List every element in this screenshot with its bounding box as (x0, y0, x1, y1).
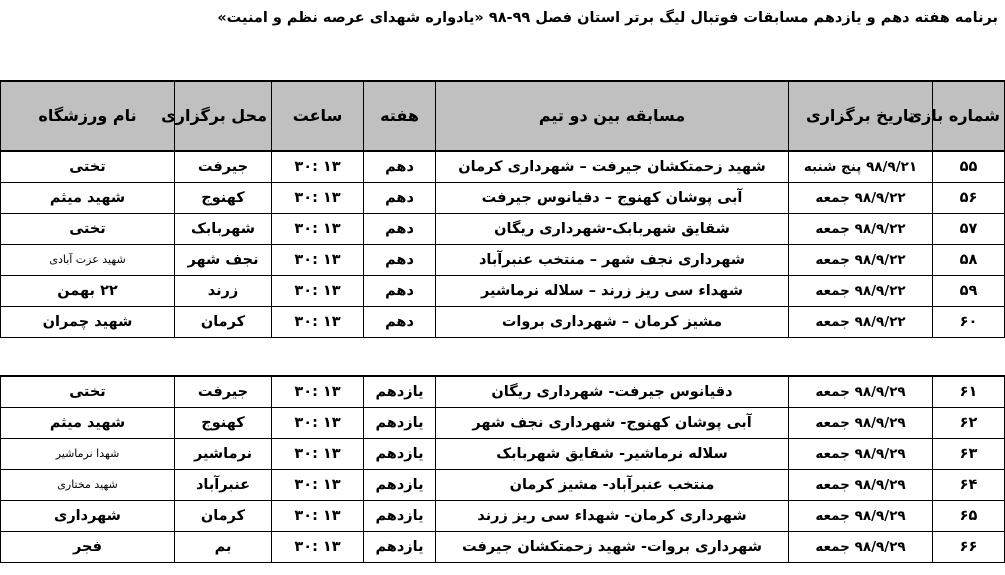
cell-time: ۱۳ :۳۰ (272, 439, 364, 470)
header-match: مسابقه بین دو تیم (436, 81, 789, 151)
cell-game-number: ۵۶ (933, 183, 1005, 214)
cell-stadium: شهید مختاری (1, 470, 175, 501)
cell-place: عنبرآباد (175, 470, 272, 501)
cell-date: ۹۸/۹/۲۹ جمعه (789, 408, 933, 439)
cell-match: منتخب عنبرآباد- مشیز کرمان (436, 470, 789, 501)
cell-match: شقایق شهربابک-شهرداری ریگان (436, 214, 789, 245)
table-row (1, 307, 1005, 338)
cell-week: دهم (364, 276, 436, 307)
cell-stadium: شهرداری (1, 501, 175, 532)
table-row (1, 532, 1005, 563)
cell-time: ۱۳ :۳۰ (272, 183, 364, 214)
cell-place: نرماشیر (175, 439, 272, 470)
cell-time: ۱۳ :۳۰ (272, 214, 364, 245)
cell-game-number: ۶۶ (933, 532, 1005, 563)
cell-game-number: ۶۲ (933, 408, 1005, 439)
cell-place: کهنوج (175, 183, 272, 214)
cell-game-number: ۶۴ (933, 470, 1005, 501)
table-row (1, 214, 1005, 245)
cell-date: ۹۸/۹/۲۹ جمعه (789, 532, 933, 563)
cell-match: سلاله نرماشیر- شقایق شهربابک (436, 439, 789, 470)
cell-week: یازدهم (364, 532, 436, 563)
cell-stadium: شهید عزت آبادی (1, 245, 175, 276)
cell-match: شهرداری نجف شهر – منتخب عنبرآباد (436, 245, 789, 276)
table-header-row (1, 81, 1005, 151)
cell-game-number: ۵۷ (933, 214, 1005, 245)
cell-week: یازدهم (364, 408, 436, 439)
cell-stadium: شهید میثم (1, 408, 175, 439)
table-row (1, 376, 1005, 408)
cell-game-number: ۶۵ (933, 501, 1005, 532)
cell-time: ۱۳ :۳۰ (272, 501, 364, 532)
cell-time: ۱۳ :۳۰ (272, 532, 364, 563)
cell-week: یازدهم (364, 501, 436, 532)
header-week: هفته (364, 81, 436, 151)
cell-date: ۹۸/۹/۲۹ جمعه (789, 376, 933, 408)
cell-date: ۹۸/۹/۲۲ جمعه (789, 307, 933, 338)
cell-game-number: ۶۱ (933, 376, 1005, 408)
schedule-table-week-11 (0, 375, 1005, 563)
cell-time: ۱۳ :۳۰ (272, 408, 364, 439)
cell-week: یازدهم (364, 470, 436, 501)
cell-time: ۱۳ :۳۰ (272, 245, 364, 276)
schedule-table-week-10 (0, 80, 1005, 338)
cell-date: ۹۸/۹/۲۲ جمعه (789, 214, 933, 245)
table-row (1, 439, 1005, 470)
cell-time: ۱۳ :۳۰ (272, 470, 364, 501)
cell-match: شهرداری بروات- شهید زحمتکشان جیرفت (436, 532, 789, 563)
cell-match: آبی پوشان کهنوج- شهرداری نجف شهر (436, 408, 789, 439)
cell-stadium: تختی (1, 151, 175, 183)
header-time: ساعت (272, 81, 364, 151)
table-row (1, 501, 1005, 532)
header-place: محل برگزاری (175, 81, 272, 151)
cell-place: جیرفت (175, 151, 272, 183)
cell-stadium: شهدا نرماشیر (1, 439, 175, 470)
cell-place: نجف شهر (175, 245, 272, 276)
cell-match: آبی پوشان کهنوج – دقیانوس جیرفت (436, 183, 789, 214)
cell-game-number: ۶۳ (933, 439, 1005, 470)
cell-game-number: ۵۹ (933, 276, 1005, 307)
header-number: شماره بازی (933, 81, 1005, 151)
cell-game-number: ۵۸ (933, 245, 1005, 276)
cell-week: یازدهم (364, 376, 436, 408)
cell-match: شهید زحمتکشان جیرفت – شهرداری کرمان (436, 151, 789, 183)
cell-week: دهم (364, 214, 436, 245)
cell-match: دقیانوس جیرفت- شهرداری ریگان (436, 376, 789, 408)
cell-stadium: تختی (1, 376, 175, 408)
table-row (1, 408, 1005, 439)
cell-stadium: فجر (1, 532, 175, 563)
table-row (1, 245, 1005, 276)
table-row (1, 183, 1005, 214)
cell-time: ۱۳ :۳۰ (272, 376, 364, 408)
table-row (1, 276, 1005, 307)
cell-date: ۹۸/۹/۲۲ جمعه (789, 276, 933, 307)
cell-stadium: شهید چمران (1, 307, 175, 338)
cell-week: دهم (364, 245, 436, 276)
cell-date: ۹۸/۹/۲۱ پنج شنبه (789, 151, 933, 183)
cell-game-number: ۶۰ (933, 307, 1005, 338)
cell-stadium: ۲۲ بهمن (1, 276, 175, 307)
cell-date: ۹۸/۹/۲۹ جمعه (789, 470, 933, 501)
cell-match: شهرداری کرمان- شهداء سی ریز زرند (436, 501, 789, 532)
header-stadium: نام ورزشگاه (1, 81, 175, 151)
table-row (1, 151, 1005, 183)
cell-place: کهنوج (175, 408, 272, 439)
table-row (1, 470, 1005, 501)
cell-date: ۹۸/۹/۲۹ جمعه (789, 439, 933, 470)
cell-stadium: شهید میثم (1, 183, 175, 214)
cell-time: ۱۳ :۳۰ (272, 276, 364, 307)
cell-match: شهداء سی ریز زرند – سلاله نرماشیر (436, 276, 789, 307)
cell-week: یازدهم (364, 439, 436, 470)
cell-place: بم (175, 532, 272, 563)
cell-date: ۹۸/۹/۲۲ جمعه (789, 245, 933, 276)
cell-place: زرند (175, 276, 272, 307)
cell-stadium: تختی (1, 214, 175, 245)
cell-week: دهم (364, 307, 436, 338)
cell-place: کرمان (175, 307, 272, 338)
cell-place: کرمان (175, 501, 272, 532)
cell-place: شهربابک (175, 214, 272, 245)
header-date: تاریخ برگزاری (789, 81, 933, 151)
cell-time: ۱۳ :۳۰ (272, 307, 364, 338)
cell-game-number: ۵۵ (933, 151, 1005, 183)
cell-time: ۱۳ :۳۰ (272, 151, 364, 183)
cell-match: مشیز کرمان – شهرداری بروات (436, 307, 789, 338)
page-title: برنامه هفته دهم و یازدهم مسابقات فوتبال لیگ برتر استان فصل ۹۹-۹۸ «یادواره شهدای عرصه نظم و امنیت» (217, 10, 998, 26)
cell-date: ۹۸/۹/۲۹ جمعه (789, 501, 933, 532)
cell-place: جیرفت (175, 376, 272, 408)
cell-week: دهم (364, 151, 436, 183)
cell-week: دهم (364, 183, 436, 214)
cell-date: ۹۸/۹/۲۲ جمعه (789, 183, 933, 214)
